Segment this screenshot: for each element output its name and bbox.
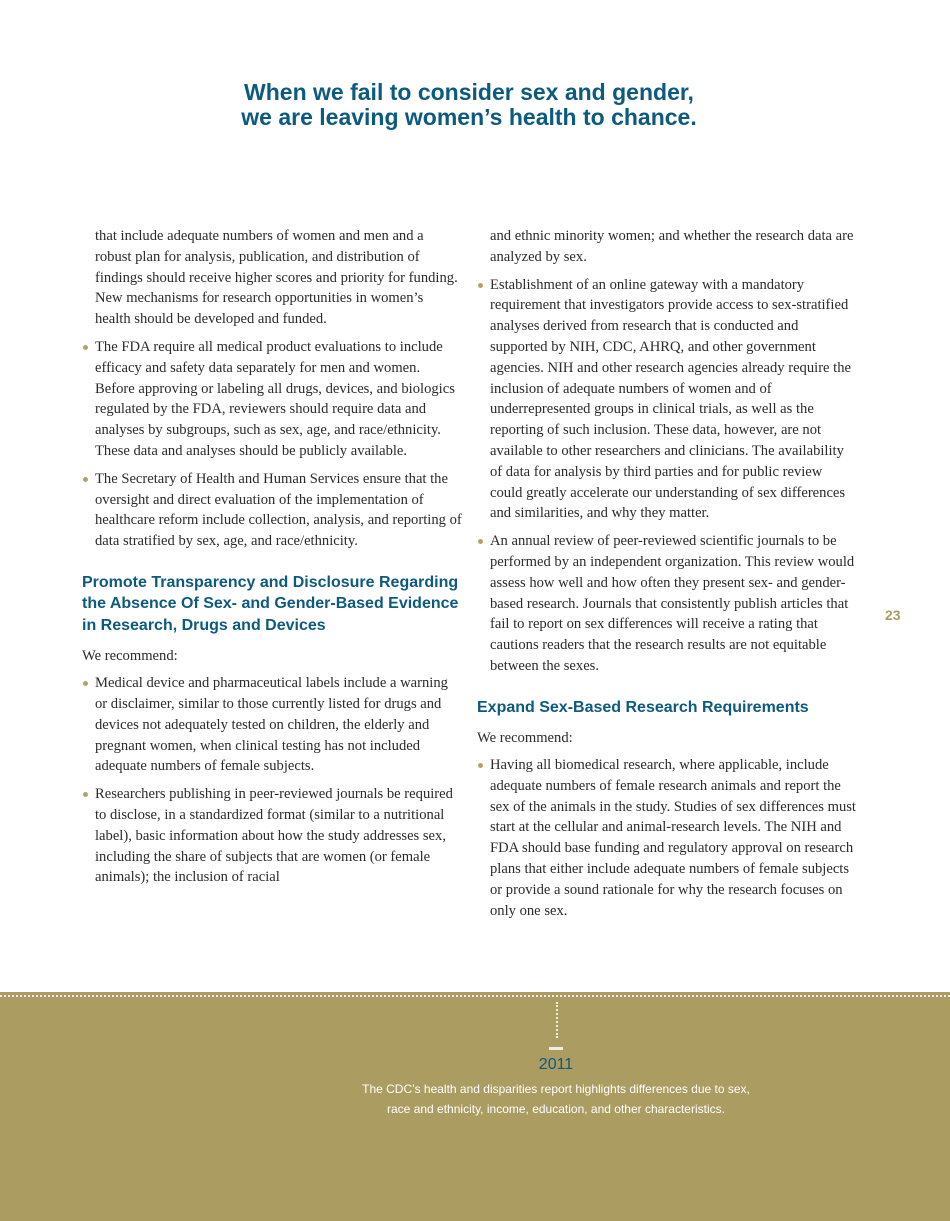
- list-item: Establishment of an online gateway with a mandatory requirement that investigators provide access to sex-stratified analyses derived from research that is conducted and supported by NIH, CDC, AHRQ, and other government agencies. NIH and other research agencies already require the inclusion of adequate numbers of women and of underrepresented groups in clinical trials, as well as the reporting of such inclusion. These data, however, are not available to other researchers and clinicians. The availability of data for analysis by third parties and for public review could greatly accelerate our understanding of sex differences and similarities, and why they matter.: [477, 275, 857, 525]
- continued-paragraph: and ethnic minority women; and whether the research data are analyzed by sex.: [490, 228, 854, 265]
- section-heading-research: Expand Sex-Based Research Requirements: [477, 698, 809, 716]
- recommendation-list: [82, 337, 462, 552]
- list-item: Researchers publishing in peer-reviewed journals be required to disclose, in a standardized format (similar to a nutritional label), basic information about how the study addresses sex, including the share of subjects that are women (or female animals); the inclusion of racial: [82, 784, 462, 888]
- continued-paragraph: that include adequate numbers of women and men and a robust plan for analysis, publication, and distribution of findings should receive higher scores and priority for funding. New mechanisms for research opportunities in women’s health should be developed and funded.: [95, 228, 458, 328]
- headline-line-2: we are leaving women’s health to chance.: [241, 104, 697, 130]
- left-column: [82, 226, 462, 895]
- page-headline: [0, 80, 938, 130]
- list-item: Medical device and pharmaceutical labels include a warning or disclaimer, similar to those currently listed for drugs and devices not adequately tested on children, the elderly and pregnant women, when clinical testing has not included adequate numbers of female subjects.: [82, 673, 462, 777]
- list-item: Having all biomedical research, where applicable, include adequate numbers of female research animals and report the sex of the animals in the study. Studies of sex differences must start at the cellular and animal-research levels. The NIH and FDA should base funding and regulatory approval on research plans that either include adequate numbers of female subjects or provide a sound rationale for why the research focuses on only one sex.: [477, 755, 857, 921]
- dotted-divider: [0, 995, 950, 999]
- recommend-intro: We recommend:: [477, 730, 573, 747]
- right-column: [477, 226, 857, 928]
- list-item: The Secretary of Health and Human Services ensure that the oversight and direct evaluation of the implementation of healthcare reform include collection, analysis, and reporting of data stratified by sex, age, and race/ethnicity.: [82, 469, 462, 552]
- recommend-intro: We recommend:: [82, 648, 178, 665]
- transparency-list: [82, 673, 462, 888]
- list-item: An annual review of peer-reviewed scientific journals to be performed by an independent organization. This review would assess how well and how often they present sex- and gender-based research. Journals that consistently publish articles that fail to report on sex differences will receive a rating that cautions readers that the research results are not equitable between the sexes.: [477, 531, 857, 677]
- headline-line-1: When we fail to consider sex and gender,: [244, 79, 694, 105]
- research-list: [477, 755, 857, 921]
- recommendation-list: [477, 275, 857, 677]
- timeline-footer: [0, 992, 950, 1221]
- timeline-description: The CDC’s health and disparities report highlights differences due to sex, race and ethnicity, income, education, and other characteristics.: [362, 1082, 750, 1116]
- list-item: The FDA require all medical product evaluations to include efficacy and safety data separately for men and women. Before approving or labeling all drugs, devices, and biologics regulated by the FDA, reviewers should require data and analyses by subgroups, such as sex, age, and race/ethnicity. These data and analyses should be publicly available.: [82, 337, 462, 462]
- timeline-connector: [556, 1002, 558, 1038]
- section-heading-transparency: Promote Transparency and Disclosure Regarding the Absence Of Sex- and Gender-Based Evidence in Research, Drugs and Devices: [82, 573, 459, 634]
- timeline-marker: [549, 1047, 563, 1050]
- timeline-year: 2011: [538, 1056, 574, 1073]
- page-number: 23: [885, 607, 901, 623]
